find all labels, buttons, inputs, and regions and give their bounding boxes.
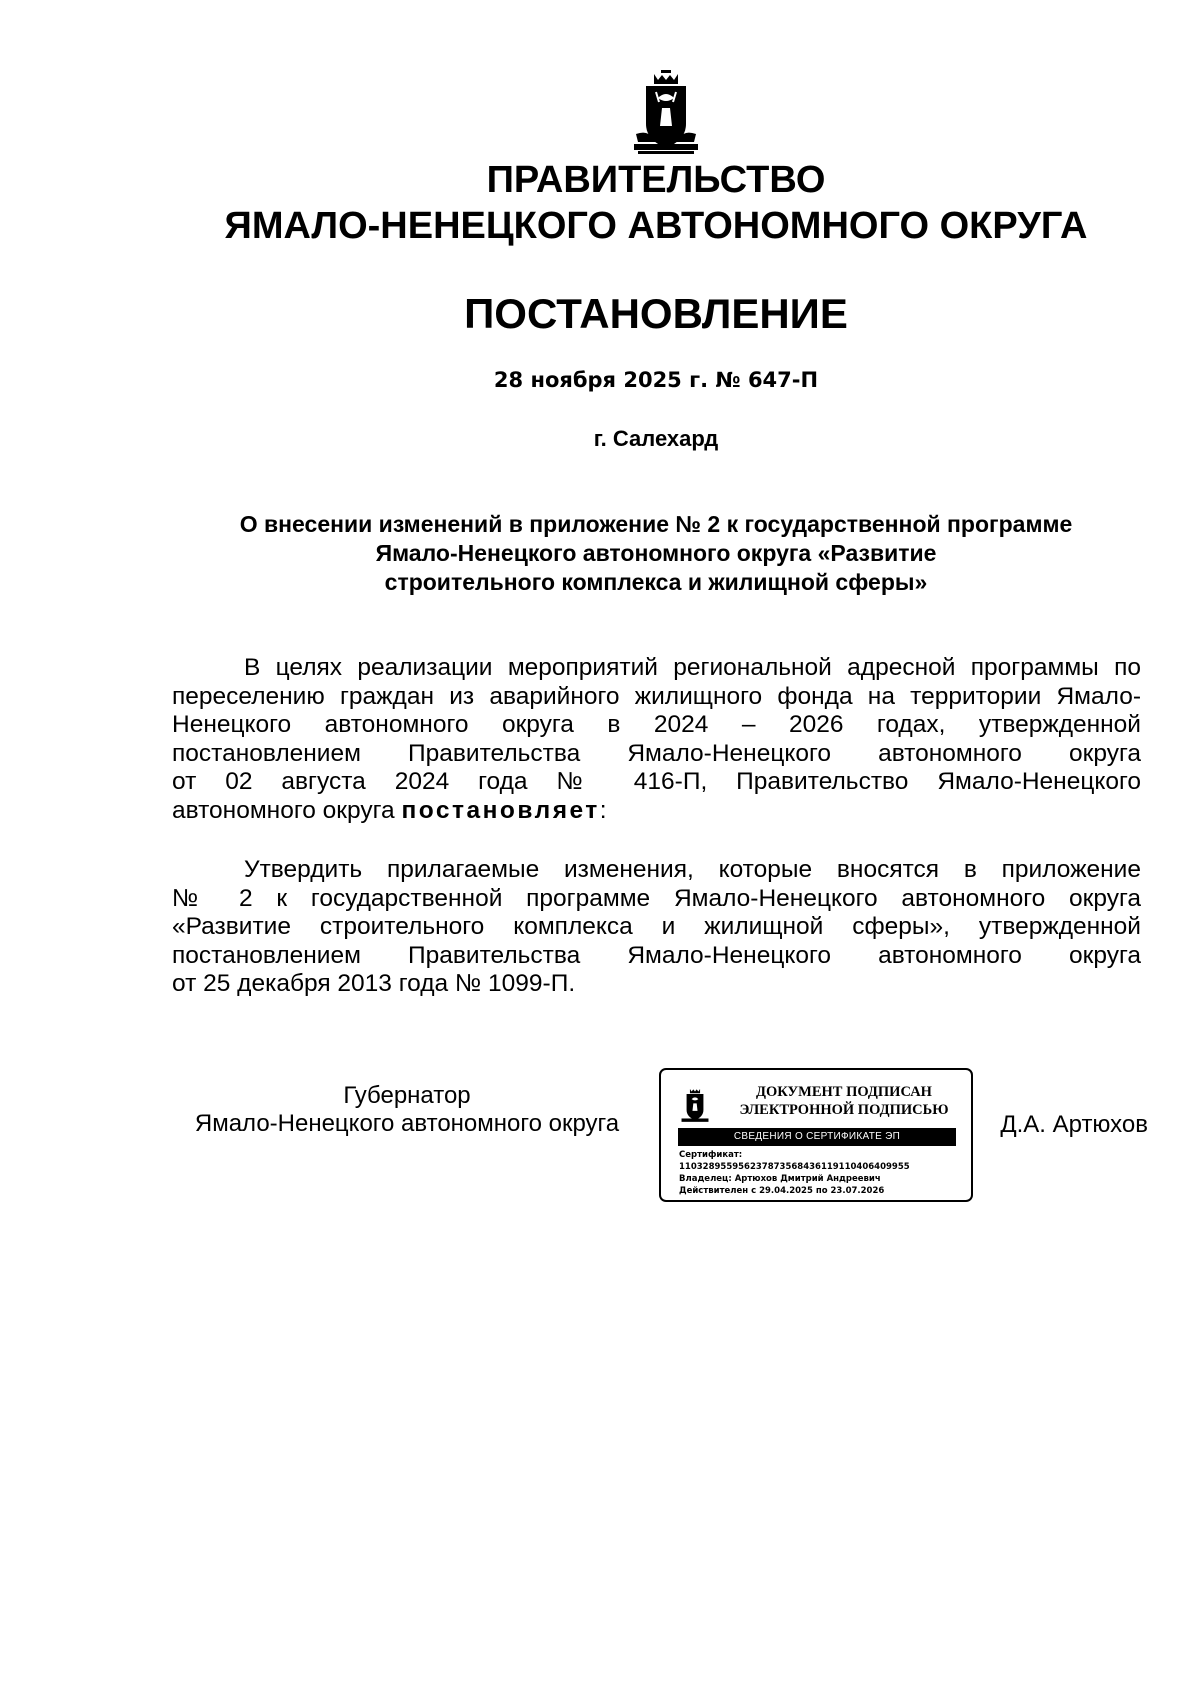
body-text-line: В целях реализации мероприятий региональной адресной программы по <box>244 654 1141 681</box>
body-text-fragment: автономного округа <box>172 796 402 824</box>
document-type: ПОСТАНОВЛЕНИЕ <box>464 290 848 337</box>
organization-name-line1: ПРАВИТЕЛЬСТВО <box>486 159 826 201</box>
body-text-line: «Развитие строительного комплекса и жилищной сферы», утвержденной <box>172 913 1141 940</box>
signatory-position-line1: Губернатор <box>343 1082 471 1109</box>
document-title-line: Ямало-Ненецкого автономного округа «Развитие <box>375 540 937 566</box>
body-text-line: от 02 августа 2024 года № 416-П, Правительство Ямало-Ненецкого <box>172 768 1141 795</box>
certificate-validity: Действителен с 29.04.2025 по 23.07.2026 <box>679 1186 885 1196</box>
body-text-line: постановлением Правительства Ямало-Ненецкого автономного округа <box>172 941 1141 969</box>
certificate-owner: Владелец: Артюхов Дмитрий Андреевич <box>679 1174 881 1184</box>
stamp-title-line2: ЭЛЕКТРОННОЙ ПОДПИСЬЮ <box>739 1102 949 1118</box>
document-title-line: О внесении изменений в приложение № 2 к государственной программе <box>239 511 1073 537</box>
body-text-line: Утвердить прилагаемые изменения, которые вносятся в приложение <box>244 856 1141 883</box>
stamp-title <box>733 1083 955 1119</box>
document-date-number: 28 ноября 2025 г. № 647-П <box>493 368 819 392</box>
signatory-name: Д.А. Артюхов <box>1000 1111 1148 1138</box>
signatory-position-line2: Ямало-Ненецкого автономного округа <box>194 1110 620 1137</box>
electronic-signature-stamp <box>659 1068 973 1202</box>
certificate-number: 110328955956237873568436119110406409955 <box>679 1162 910 1172</box>
body-text-line: от 25 декабря 2013 года № 1099-П. <box>172 970 576 997</box>
resolution-keyword: постановляет <box>401 796 600 824</box>
body-text-fragment: : <box>599 796 607 824</box>
body-text-line <box>172 797 1141 826</box>
document-title-line: строительного комплекса и жилищной сферы» <box>384 569 928 595</box>
organization-name-line2: ЯМАЛО-НЕНЕЦКОГО АВТОНОМНОГО ОКРУГА <box>224 205 1088 247</box>
document-title <box>150 510 1162 597</box>
document-city: г. Салехард <box>593 426 719 451</box>
certificate-details <box>679 1149 910 1197</box>
body-text-line: постановлением Правительства Ямало-Ненецкого автономного округа <box>172 739 1141 767</box>
body-text-line: № 2 к государственной программе Ямало-Ненецкого автономного округа <box>172 884 1141 912</box>
body-text-line: переселению граждан из аварийного жилищного фонда на территории Ямало- <box>172 682 1141 710</box>
coat-of-arms-icon <box>628 68 704 156</box>
body-text-line: Ненецкого автономного округа в 2024 – 2026 годах, утвержденной <box>172 711 1141 738</box>
stamp-title-line1: ДОКУМЕНТ ПОДПИСАН <box>756 1084 932 1100</box>
coat-of-arms-icon <box>679 1082 711 1128</box>
signatory-position <box>172 1082 642 1138</box>
body-paragraph-2 <box>172 856 1141 999</box>
body-paragraph-1 <box>172 654 1141 825</box>
certificate-info-bar: СВЕДЕНИЯ О СЕРТИФИКАТЕ ЭП <box>678 1128 956 1146</box>
certificate-label: Сертификат: <box>679 1150 743 1160</box>
